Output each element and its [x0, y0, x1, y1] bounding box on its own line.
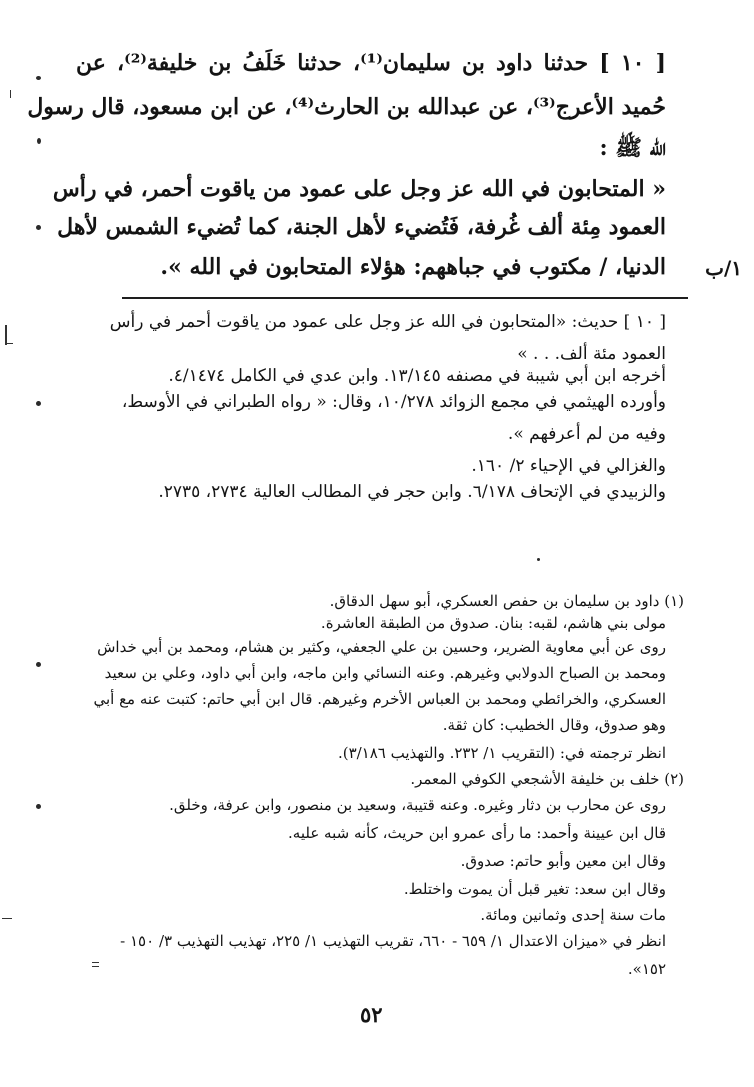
bio-line: ١٥٢».	[627, 960, 666, 978]
note-line: أخرجه ابن أبي شيبة في مصنفه ١٣/١٤٥. وابن عدي في الكامل ٤/١٤٧٤.	[168, 366, 666, 386]
bio-line: انظر ترجمته في: (التقريب ١/ ٢٣٢. والتهذيب ٣/١٨٦).	[337, 744, 666, 762]
scan-speck	[37, 138, 41, 144]
scan-mark	[2, 918, 12, 919]
bio-line: وقال ابن سعد: تغير قبل أن يموت واختلط.	[403, 880, 666, 898]
scan-speck	[36, 401, 41, 406]
scan-mark	[5, 325, 7, 345]
bio-line: مولى بني هاشم، لقبه: بنان. صدوق من الطبقة العاشرة.	[320, 614, 666, 632]
scan-mark	[92, 962, 99, 963]
bio-line: مات سنة إحدى وثمانين ومائة.	[480, 906, 666, 924]
scan-speck	[36, 76, 41, 80]
bio-line: (٢) خلف بن خليفة الأشجعي الكوفي المعمر.	[410, 770, 684, 788]
scan-speck	[36, 662, 41, 667]
hadith-line: [ ١٠ ] حدثنا داود بن سليمان⁽¹⁾، حدثنا خَلَفُ بن خليفة⁽²⁾، عن	[76, 50, 667, 76]
bio-line: انظر في «ميزان الاعتدال ١/ ٦٥٩ - ٦٦٠، تقريب التهذيب ١/ ٢٢٥، تهذيب التهذيب ٣/ ١٥٠ -	[120, 932, 666, 950]
hadith-line: « المتحابون في الله عز وجل على عمود من ياقوت أحمر، في رأس	[52, 176, 666, 202]
hadith-line: الدنيا، / مكتوب في جباههم: هؤلاء المتحابون في الله ».	[160, 254, 666, 280]
bio-line: وهو صدوق، وقال الخطيب: كان ثقة.	[442, 716, 666, 734]
hadith-line: الله ﷺ :	[599, 135, 666, 161]
bio-line: (١) داود بن سليمان بن حفص العسكري، أبو سهل الدقاق.	[329, 592, 684, 610]
bio-line: روى عن أبي معاوية الضرير، وحسين بن علي الجعفي، وكثير بن هشام، ومحمد بن أبي خداش	[97, 638, 666, 656]
scan-speck	[36, 225, 41, 230]
bio-line: روى عن محارب بن دثار وغيره. وعنه قتيبة، وسعيد بن منصور، وابن عرفة، وخلق.	[169, 796, 666, 814]
note-line: وفيه من لم أعرفهم ».	[507, 424, 666, 444]
scan-speck	[537, 558, 540, 561]
scan-mark	[92, 966, 99, 967]
hadith-line: حُميد الأعرج⁽³⁾، عن عبدالله بن الحارث⁽⁴⁾، عن ابن مسعود، قال رسول	[27, 94, 666, 120]
hadith-line: العمود مِئة ألف غُرفة، فَتُضيء لأهل الجنة، كما تُضيء الشمس لأهل	[57, 214, 666, 240]
note-line: وأورده الهيثمي في مجمع الزوائد ١٠/٢٧٨، وقال: « رواه الطبراني في الأوسط،	[121, 392, 666, 412]
bio-line: وقال ابن معين وأبو حاتم: صدوق.	[460, 852, 666, 870]
folio-marker: ١/ب	[705, 256, 742, 280]
bio-line: ومحمد بن الصباح الدولابي وغيرهم. وعنه النسائي وابن ماجه، وابن أبي داود، وعلي بن سعيد	[104, 664, 666, 682]
bio-line: قال ابن عيينة وأحمد: ما رأى عمرو ابن حريث، كأنه شبه عليه.	[288, 824, 666, 842]
scan-mark	[10, 90, 11, 98]
note-line: والزبيدي في الإتحاف ٦/١٧٨. وابن حجر في المطالب العالية ٢٧٣٤، ٢٧٣٥.	[158, 482, 666, 502]
bio-line: العسكري، والخرائطي ومحمد بن العباس الأخرم وغيرهم. قال ابن أبي حاتم: كتبت عنه مع أبي	[93, 690, 666, 708]
note-line: العمود مئة ألف. . . »	[517, 344, 666, 364]
footnote-divider	[122, 297, 688, 299]
note-line: والغزالي في الإحياء ٢/ ١٦٠.	[471, 456, 666, 476]
note-line: [ ١٠ ] حديث: «المتحابون في الله عز وجل على عمود من ياقوت أحمر في رأس	[109, 312, 666, 332]
page-number: ٥٢	[360, 1002, 383, 1027]
scan-speck	[36, 804, 41, 809]
scan-mark	[5, 343, 13, 344]
